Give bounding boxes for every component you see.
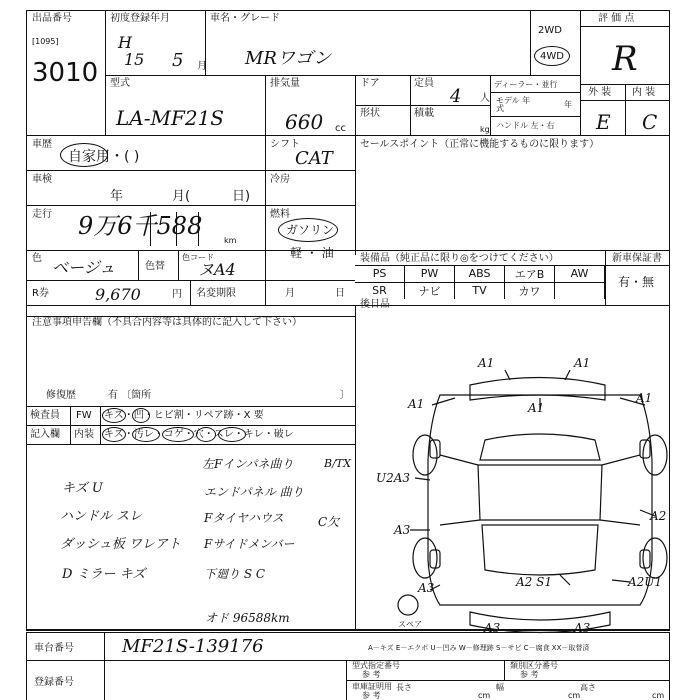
inspect-day: 日) xyxy=(232,189,251,204)
class-ref: 参 考 xyxy=(520,670,539,679)
lot-bracket: [1095] xyxy=(32,37,59,46)
checker-label1: 検査員 xyxy=(30,410,60,421)
score-label: 評 価 点 xyxy=(598,13,635,24)
equip-row1-2: ABS xyxy=(455,265,505,282)
lot-number: 3010 xyxy=(32,58,99,88)
equip-row2-3: カワ xyxy=(505,282,555,299)
door-label: ドア xyxy=(360,78,380,89)
equip-row1-3: エアB xyxy=(505,265,555,282)
cert-ref: 参 考 xyxy=(362,691,381,700)
chassis-value: MF21S-139176 xyxy=(122,636,264,657)
fw-label: FW xyxy=(76,410,92,421)
mark-11: A3 xyxy=(418,581,435,595)
score-int-label: 内 装 xyxy=(632,87,656,98)
regnum-label: 登録番号 xyxy=(34,677,74,688)
first-reg-month: 5 xyxy=(172,50,184,71)
model-label: 型式 xyxy=(110,78,130,89)
color-label: 色 xyxy=(32,253,42,264)
mark-10: A2U1 xyxy=(628,575,663,589)
disp-value: 660 xyxy=(285,110,324,134)
score-value: R xyxy=(612,39,638,79)
drive-2wd: 2WD xyxy=(538,25,562,36)
length-label: 長さ xyxy=(396,683,412,692)
remark-left-2: ハンドル スレ xyxy=(60,509,143,524)
class-label: 類別区分番号 xyxy=(510,661,558,670)
mark-5: A1 xyxy=(636,391,653,405)
remark-right-1: 左Fインパネ曲り xyxy=(202,457,294,471)
rear-label: 後日品 xyxy=(360,299,390,310)
repair-label: 修復歴 xyxy=(46,390,76,401)
first-reg-era: H xyxy=(118,33,132,52)
color-code-label: 色コード xyxy=(182,253,214,262)
remark-right-2: エンドパネル 曲り xyxy=(204,485,304,499)
mark-12: A3 xyxy=(484,621,501,635)
mark-8: A2 xyxy=(650,509,667,523)
recycle-unit: 円 xyxy=(172,289,182,300)
cert-label: 車庫証明用 xyxy=(352,682,392,691)
remark-bt: B/TX xyxy=(324,457,351,470)
width-label: 幅 xyxy=(496,683,504,692)
drive-4wd: 4WD xyxy=(540,51,564,62)
first-reg-label: 初度登録年月 xyxy=(110,13,170,24)
in-items: キズ・汚レ・コゲ・穴・スレ・キレ・破レ xyxy=(104,429,294,440)
ac-label: 冷房 xyxy=(270,174,290,185)
model-year-label: モデル 年式 xyxy=(496,96,531,113)
mark-4: A1 xyxy=(528,401,545,415)
equip-row1-4: AW xyxy=(555,265,605,282)
mark-1: A1 xyxy=(478,356,495,370)
first-reg-month-unit: 月 xyxy=(197,61,207,72)
mark-9: A2 S1 xyxy=(516,575,552,589)
recycle-value: 9,670 xyxy=(95,285,141,304)
history-label: 車歴 xyxy=(32,139,52,150)
mileage-label: 走行 xyxy=(32,209,52,220)
equip-row2-1: ナビ xyxy=(405,282,455,299)
equip-label: 装備品（純正品に限り◎をつけてください） xyxy=(360,253,559,264)
lot-label: 出品番号 xyxy=(32,13,72,24)
spare-label: スペア xyxy=(398,620,422,629)
seats-value: 4 xyxy=(450,86,462,107)
first-reg-year: 15 xyxy=(124,50,145,69)
mark-2: A1 xyxy=(574,356,591,370)
mark-6: U2A3 xyxy=(376,471,411,485)
remark-right-3: Fタイヤハウス xyxy=(204,511,284,525)
remark-ck: C欠 xyxy=(318,515,340,529)
score-ext: E xyxy=(596,110,611,134)
inspect-label: 車検 xyxy=(32,174,52,185)
remark-right-4: Fサイドメンバー xyxy=(204,537,295,551)
model-year-unit: 年 xyxy=(564,100,572,109)
width-unit: cm xyxy=(568,691,581,700)
equip-row1-1: PW xyxy=(405,265,455,282)
dealer-label: ディーラー・並行 xyxy=(494,80,558,89)
height-label: 高さ xyxy=(580,683,596,692)
remark-odo: オド 96588km xyxy=(205,611,290,625)
warranty-label: 新車保証書 xyxy=(612,253,662,264)
shift-value: CAT xyxy=(295,148,333,169)
mark-7: A3 xyxy=(394,523,411,537)
sales-label: セールスポイント（正常に機能するものに限ります） xyxy=(360,139,600,150)
disp-label: 排気量 xyxy=(270,78,300,89)
color-code: ヌA4 xyxy=(198,260,236,279)
mileage-value: 9万6千588 xyxy=(78,212,203,240)
fuel-diesel: 軽 ・ 油 xyxy=(290,246,334,260)
damage-legend: A－キズ E－エクボ U－凹み W－修理跡 S－サビ C－腐食 XX－取替済 xyxy=(368,644,590,652)
remark-left-4: D ミラー キズ xyxy=(62,567,146,582)
load-label: 積載 xyxy=(414,108,434,119)
fuel-gasoline: ガソリン xyxy=(286,223,335,237)
recycle-label: R券 xyxy=(32,288,49,299)
equip-row2-2: TV xyxy=(455,282,505,299)
score-int: C xyxy=(642,110,658,134)
type-label: 型式指定番号 xyxy=(352,661,400,670)
mark-3: A1 xyxy=(408,397,425,411)
model-value: LA-MF21S xyxy=(116,106,224,130)
notes-label: 注意事項申告欄（不具合内容等は具体的に記入して下さい） xyxy=(32,317,302,328)
license-month: 月 xyxy=(285,288,295,299)
remark-left-3: ダッシュ板 ワレアト xyxy=(60,537,181,552)
length-unit: cm xyxy=(478,691,491,700)
remark-left-1: キズ U xyxy=(62,481,103,496)
warranty-value: 有・無 xyxy=(618,275,655,289)
repair-value: 有 〔箇所 xyxy=(108,390,152,401)
equip-row1-0: PS xyxy=(355,265,405,282)
seats-label: 定員 xyxy=(414,78,434,89)
handle-label: ハンドル 左・右 xyxy=(496,121,555,130)
height-unit: cm xyxy=(652,691,665,700)
license-day: 日 xyxy=(335,288,345,299)
in-label: 内装 xyxy=(74,429,94,440)
score-ext-label: 外 装 xyxy=(588,87,612,98)
color-value: ベージュ xyxy=(52,258,116,277)
inspect-year: 年 xyxy=(110,189,124,204)
disp-unit: cc xyxy=(335,123,346,134)
color-change-label: 色替 xyxy=(145,261,165,272)
mileage-unit: km xyxy=(224,236,237,245)
mark-13: A3 xyxy=(574,621,591,635)
name-label: 車名・グレード xyxy=(210,13,280,24)
inspect-month: 月( xyxy=(172,189,191,204)
history-value: 自家用・( ) xyxy=(68,149,140,165)
checker-label2: 記入欄 xyxy=(30,429,60,440)
fuel-label: 燃料 xyxy=(270,209,290,220)
load-unit: kg xyxy=(480,125,490,134)
remark-right-5: 下廻り S C xyxy=(204,567,266,581)
chassis-label: 車台番号 xyxy=(34,643,74,654)
license-label: 名変期限 xyxy=(196,288,236,299)
equip-row2-0: SR xyxy=(355,282,405,299)
repair-close: 〕 xyxy=(340,390,350,401)
shape-label: 形状 xyxy=(360,108,380,119)
type-ref: 参 考 xyxy=(362,670,381,679)
seats-unit: 人 xyxy=(480,93,490,104)
car-name: MRワゴン xyxy=(245,48,331,69)
fw-items: キズ・凹・ヒビ割・リペア跡・X 要 xyxy=(104,410,264,421)
shift-label: シフト xyxy=(270,139,300,150)
